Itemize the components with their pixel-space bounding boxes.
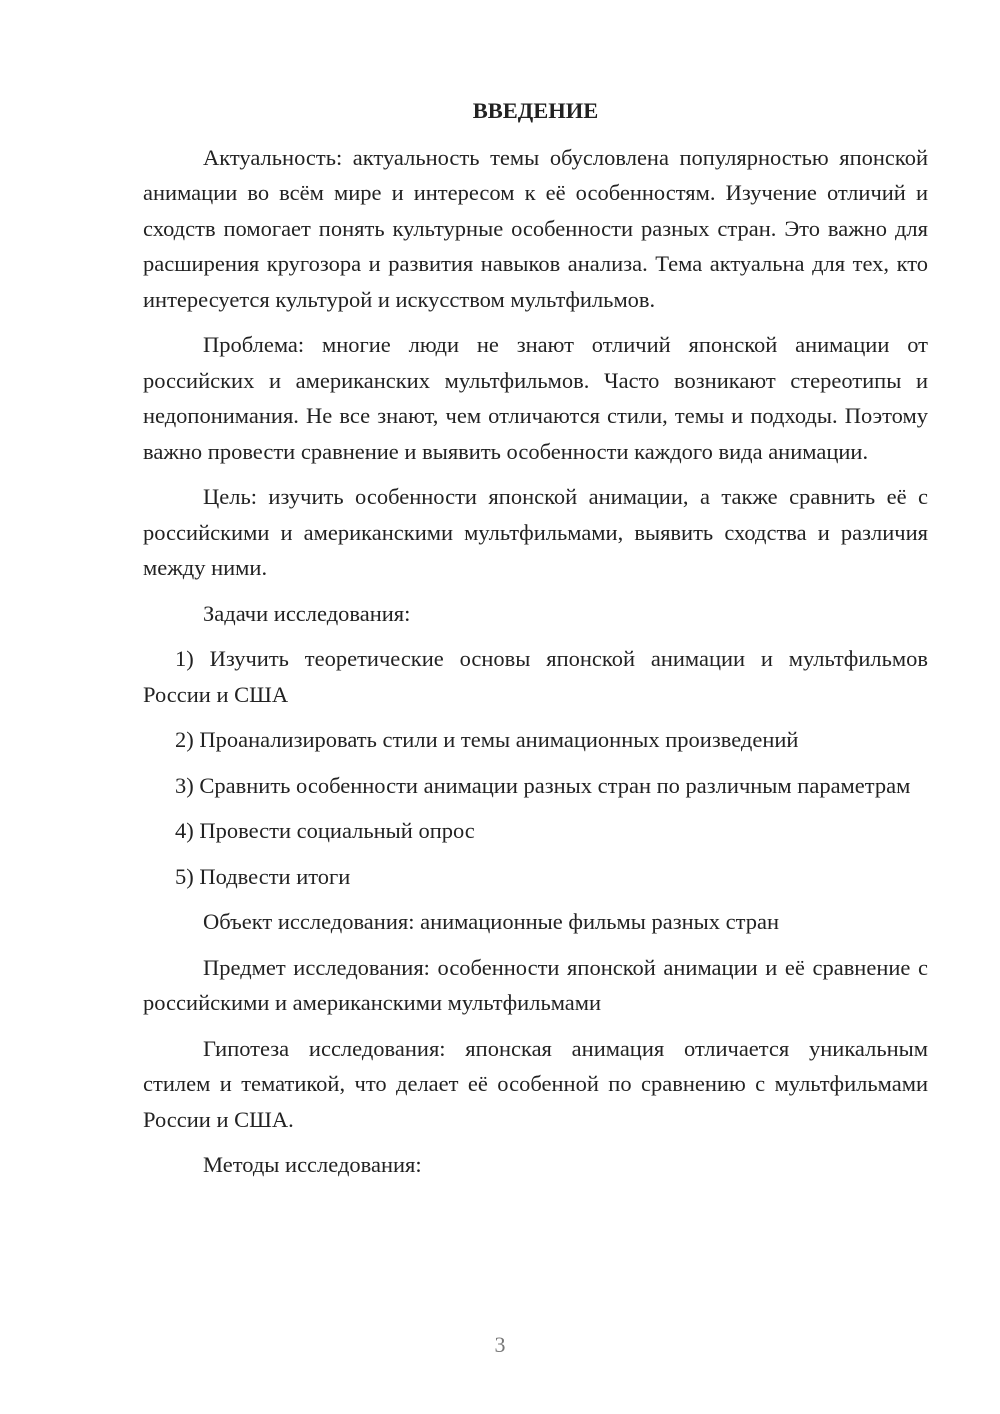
page-body	[143, 93, 928, 1193]
problem-paragraph: Проблема: многие люди не знают отличий японской анимации от российских и американских мультфильмов. Часто возникают стереотипы и недопонимания. Не все знают, чем отличаются стили, темы и подходы. Поэтому важно провести сравнение и выявить особенности каждого вида анимации.	[143, 332, 928, 464]
task-item-1: 1) Изучить теоретические основы японской анимации и мультфильмов России и США	[143, 646, 928, 707]
section-title: ВВЕДЕНИЕ	[472, 98, 599, 123]
relevance-paragraph: Актуальность: актуальность темы обусловлена популярностью японской анимации во всём мире и интересом к её особенностям. Изучение отличий и сходств помогает понять культурные особенности разных стран. Это важно для расширения кругозора и развития навыков анализа. Тема актуальна для тех, кто интересуется культурой и искусством мультфильмов.	[143, 144, 928, 312]
object-paragraph: Объект исследования: анимационные фильмы разных стран	[203, 909, 780, 934]
hypothesis-paragraph: Гипотеза исследования: японская анимация отличается уникальным стилем и тематикой, что делает её особенной по сравнению с мультфильмами России и США.	[143, 1035, 928, 1132]
tasks-heading: Задачи исследования:	[203, 600, 411, 626]
task-item-3: 3) Сравнить особенности анимации разных стран по различным параметрам	[175, 772, 911, 798]
goal-paragraph: Цель: изучить особенности японской анимации, а также сравнить её с российскими и американскими мультфильмами, выявить сходства и различия между ними.	[143, 484, 928, 580]
task-item-2: 2) Проанализировать стили и темы анимационных произведений	[175, 727, 799, 752]
task-item-5: 5) Подвести итоги	[175, 863, 351, 889]
page-number: 3	[494, 1332, 506, 1357]
task-item-4: 4) Провести социальный опрос	[175, 818, 475, 843]
subject-paragraph: Предмет исследования: особенности японской анимации и её сравнение с российскими и американскими мультфильмами	[143, 954, 928, 1015]
methods-heading: Методы исследования:	[203, 1152, 422, 1177]
